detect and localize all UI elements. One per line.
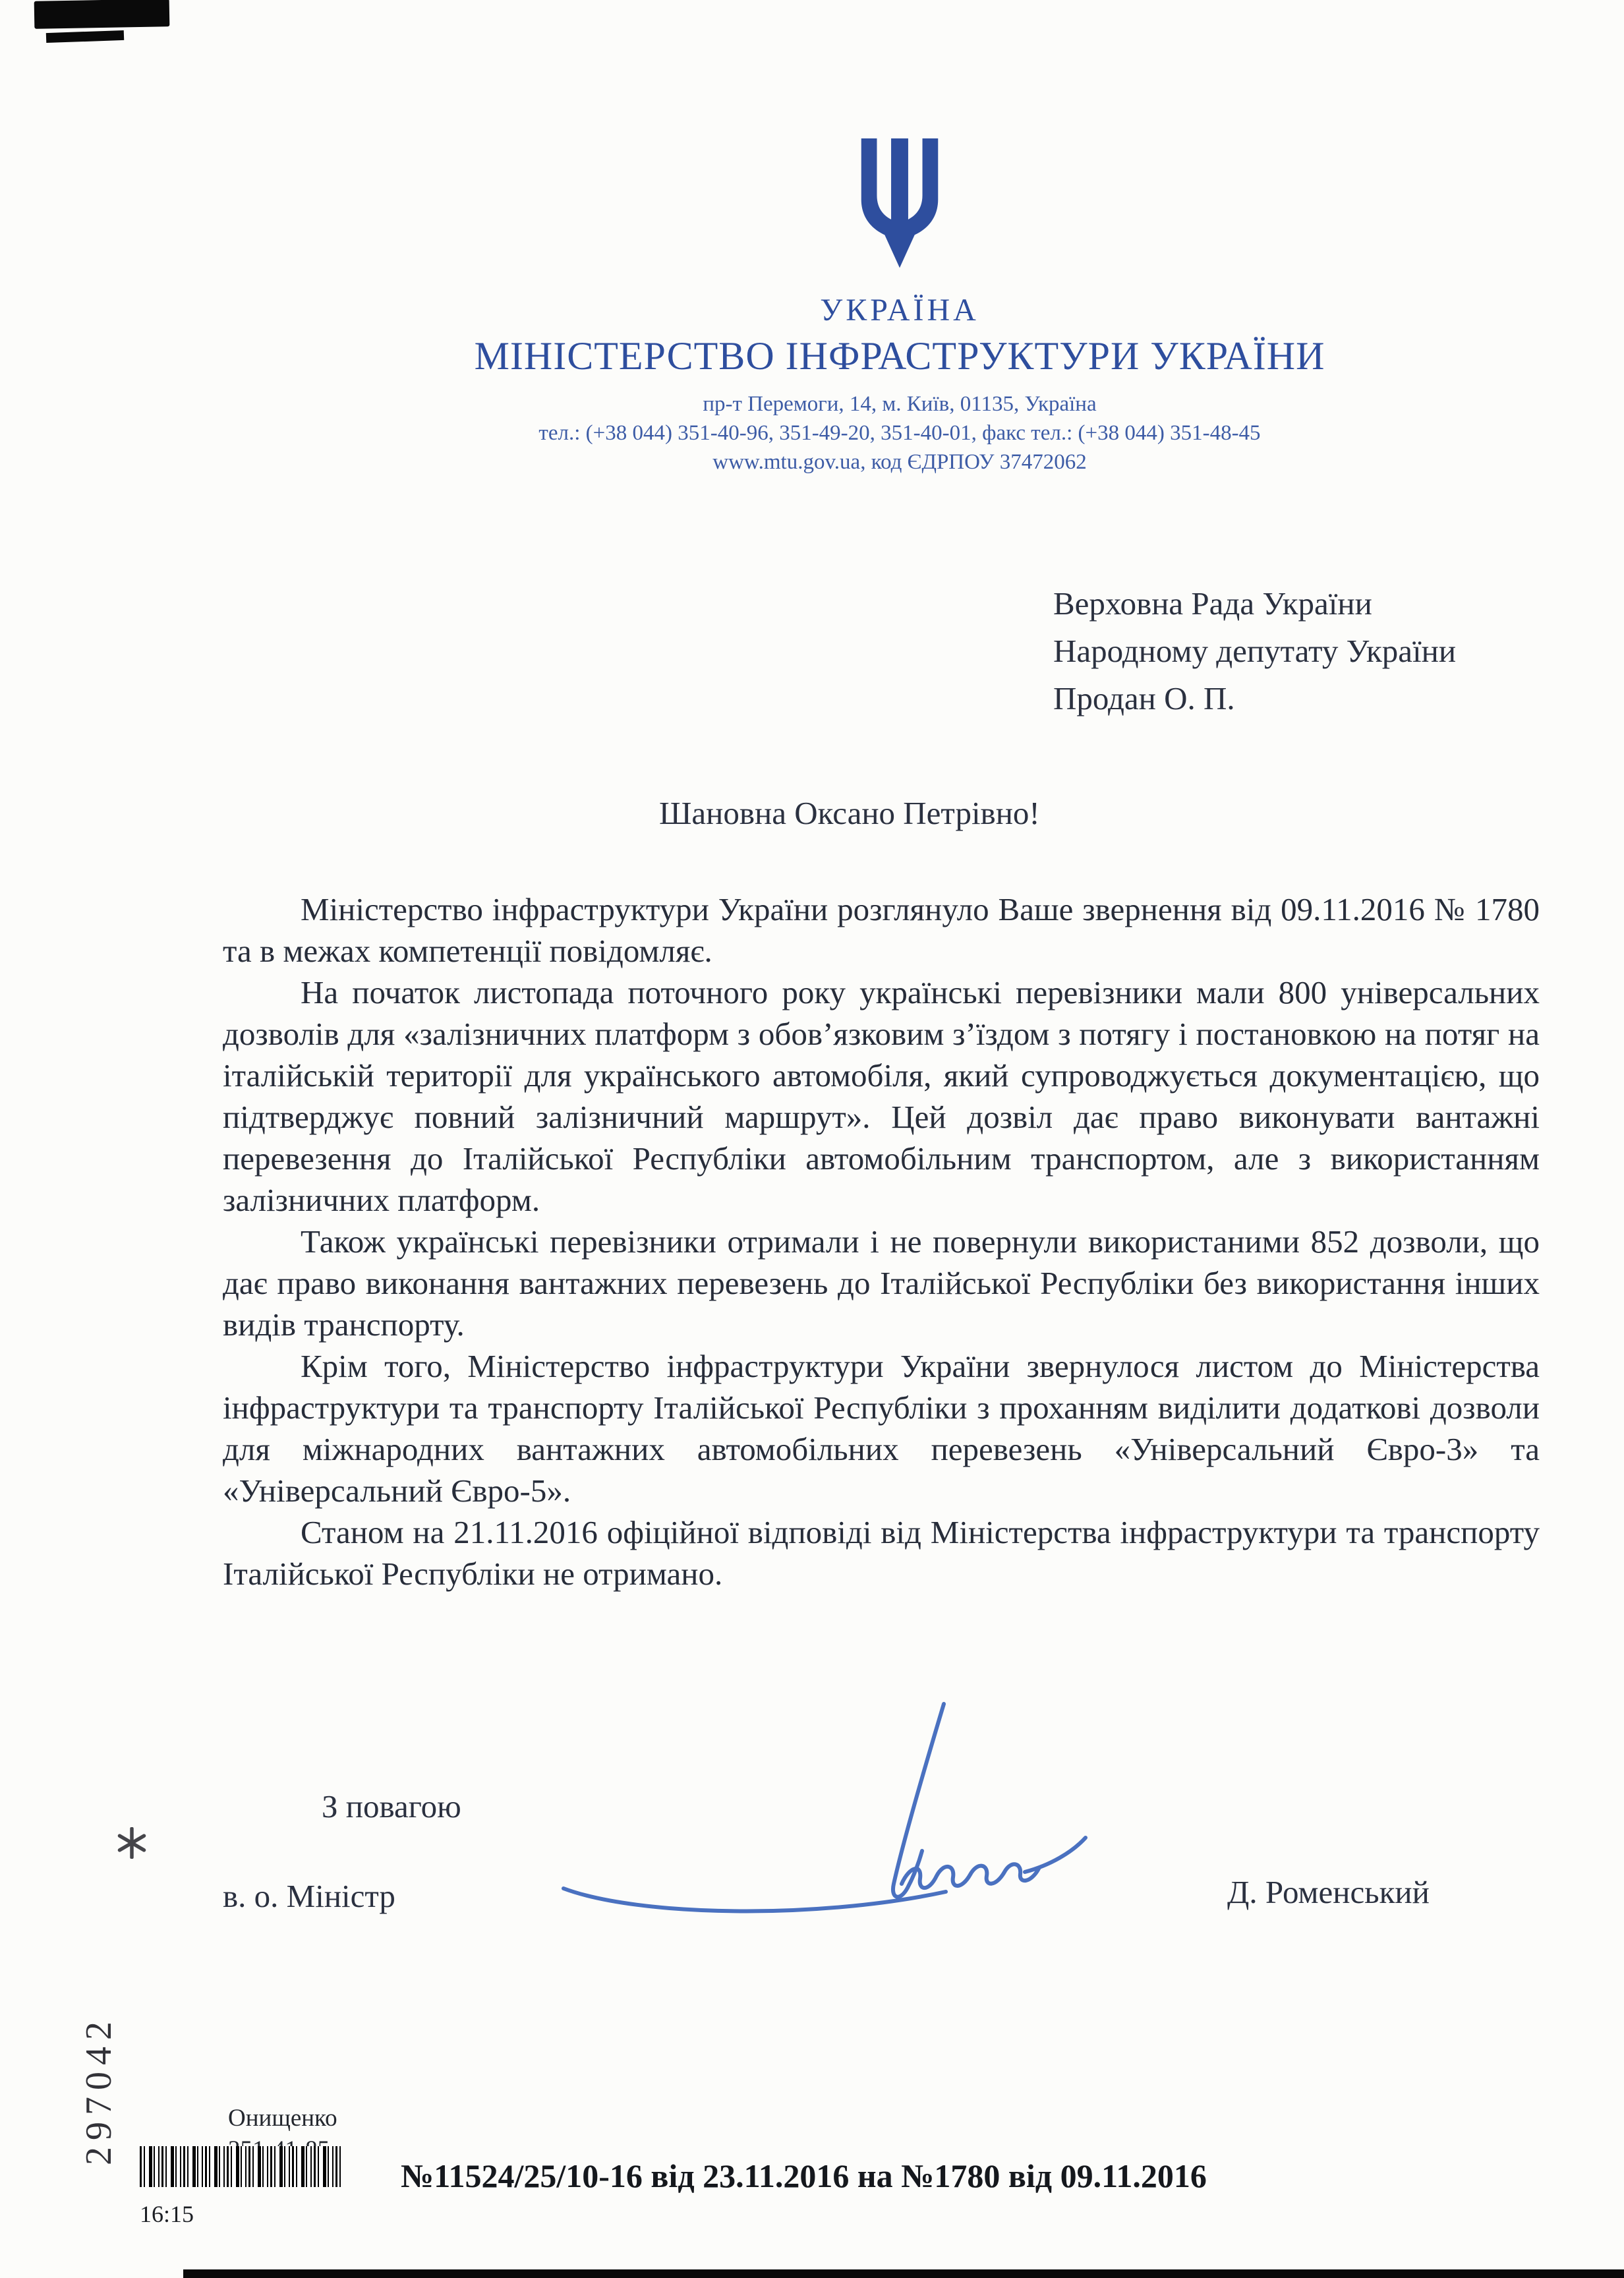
barcode	[140, 2146, 341, 2187]
letterhead	[241, 138, 1559, 477]
doc-number-stamp: 297042	[78, 2015, 119, 2165]
asterisk-stamp-icon	[117, 1827, 146, 1859]
scan-artifact-top-left-small	[46, 30, 124, 43]
body-paragraph: Міністерство інфраструктури України розглянуло Ваше звернення від 09.11.2016 № 1780 та в межах компетенції повідомляє.	[223, 891, 1540, 969]
scan-time: 16:15	[140, 2201, 194, 2227]
letterhead-website: www.mtu.gov.ua, код ЄДРПОУ 37472062	[712, 450, 1087, 474]
recipient-line: Верховна Рада України	[1053, 585, 1372, 622]
recipient-line: Народному депутату України	[1053, 633, 1457, 669]
executor-name: Онищенко	[228, 2105, 337, 2132]
signer-name: Д. Роменський	[1227, 1874, 1430, 1910]
body-paragraph: Крім того, Міністерство інфраструктури України звернулося листом до Міністерства інфраструктури та транспорту Італійської Республіки з проханням виділити додаткові дозволи для міжнародних вантажних автомобільних перевезень «Універсальний Євро-3» та «Універсальний Євро-5».	[223, 1348, 1540, 1509]
scan-artifact-bottom	[183, 2269, 1624, 2278]
closing-regards: З повагою	[322, 1788, 461, 1825]
letterhead-phones: тел.: (+38 044) 351-40-96, 351-49-20, 351-40-01, факс тел.: (+38 044) 351-48-45	[538, 421, 1261, 445]
handwritten-signature	[540, 1687, 1167, 1938]
country-name: УКРАЇНА	[820, 293, 979, 328]
body-paragraph: Також українські перевізники отримали і не повернули використаними 852 дозволи, що дає право виконання вантажних перевезень до Італійської Республіки без використання інших видів транспорту.	[223, 1223, 1540, 1343]
recipient-block	[1053, 580, 1456, 722]
body-paragraph: На початок листопада поточного року українські перевізники мали 800 універсальних дозволів для «залізничних платформ з обов’язковим з’їздом з потягу і постановкою на потяг на італійській території для українського автомобіля, який супроводжується документацією, що підтверджує повний залізничний маршрут». Цей дозвіл дає право виконувати вантажні перевезення до Італійської Республіки автомобільним транспортом, але з використанням залізничних платформ.	[223, 974, 1540, 1218]
ministry-name: МІНІСТЕРСТВО ІНФРАСТРУКТУРИ УКРАЇНИ	[474, 334, 1325, 378]
letter-body	[223, 889, 1540, 1594]
body-paragraph: Станом на 21.11.2016 офіційної відповіді від Міністерства інфраструктури та транспорту Італійської Республіки не отримано.	[223, 1514, 1540, 1592]
scan-artifact-top-left	[34, 0, 170, 29]
registration-line: №11524/25/10-16 від 23.11.2016 на №1780 від 09.11.2016	[401, 2157, 1207, 2194]
recipient-line: Продан О. П.	[1053, 680, 1235, 716]
signer-position: в. о. Міністр	[223, 1878, 395, 1914]
salutation: Шановна Оксано Петрівно!	[659, 795, 1040, 831]
letterhead-address: пр-т Перемоги, 14, м. Київ, 01135, Україна	[703, 392, 1097, 416]
ukraine-trident-icon	[850, 138, 950, 274]
